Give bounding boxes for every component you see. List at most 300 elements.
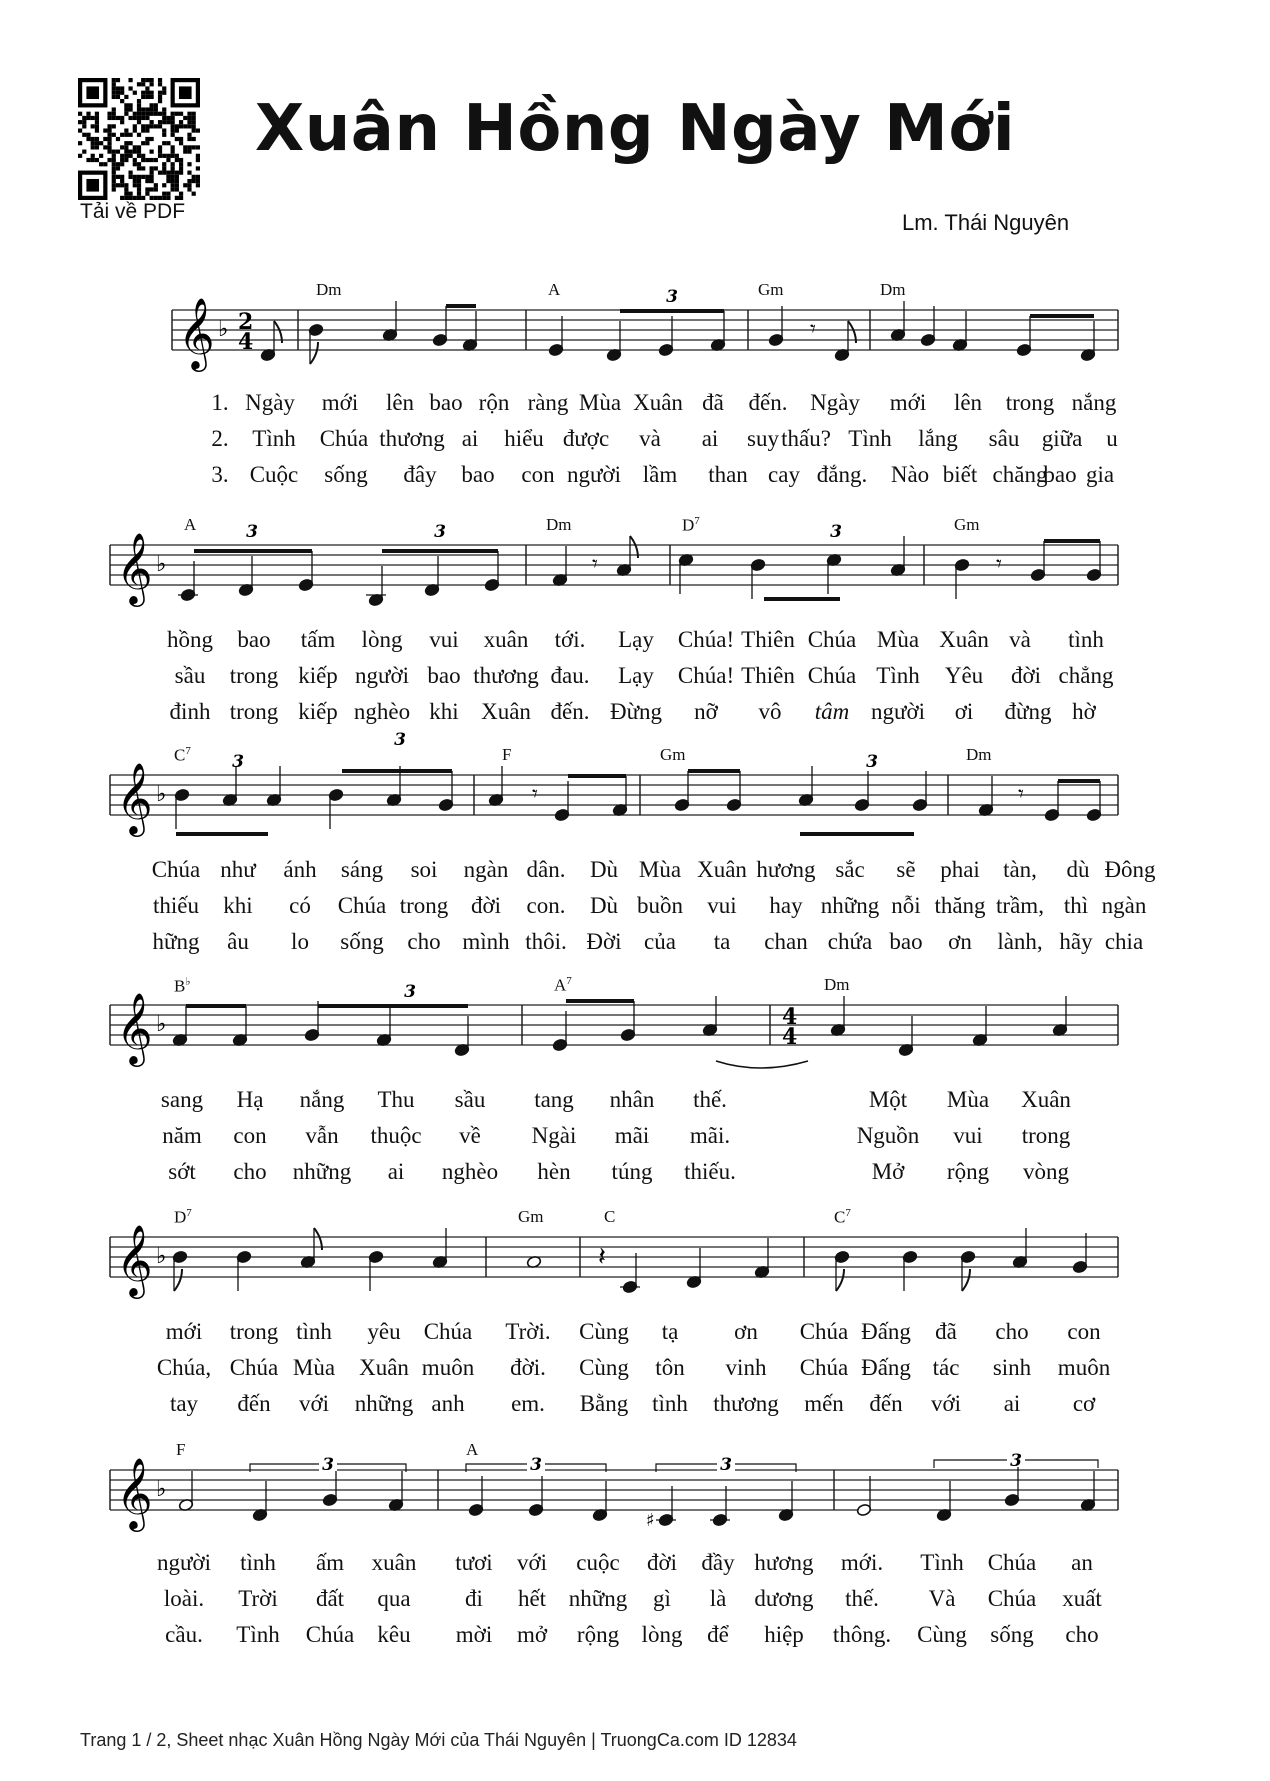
chord-symbol: $C^7$ — [174, 745, 191, 765]
lyric-syllable: Chúa — [807, 627, 857, 652]
lyric-syllable: Mùa — [946, 1087, 990, 1112]
lyric-syllable: vô — [758, 699, 782, 724]
lyric-syllable: Thiên — [741, 663, 795, 688]
lyric-syllable: mới — [165, 1319, 203, 1344]
lyric-syllable: và — [1009, 627, 1031, 652]
lyric-syllable: sáng — [340, 857, 384, 882]
lyric-syllable: đến — [237, 1391, 271, 1416]
lyric-syllable: con — [521, 462, 555, 487]
lyric-syllable: Hạ — [236, 1087, 264, 1112]
lyric-syllable: tình — [296, 1319, 332, 1344]
lyric-syllable: an — [1071, 1550, 1093, 1575]
lyric-syllable: vui — [953, 1123, 983, 1148]
rest-icon: 𝄾 — [996, 552, 1002, 577]
lyric-syllable: cay — [768, 462, 800, 487]
lyric-syllable: Đấng — [861, 1319, 911, 1344]
triplet-mark: 3 — [246, 522, 258, 542]
lyric-syllable: sống — [340, 929, 384, 954]
lyric-syllable: bao — [461, 462, 495, 487]
lyric-syllable: Bằng — [579, 1391, 629, 1416]
chord-symbol: Dm — [880, 280, 906, 299]
lyric-syllable: lòng — [641, 1622, 683, 1647]
lyric-verse-3 — [0, 699, 1200, 729]
lyric-syllable: Thu — [377, 1087, 415, 1112]
lyric-syllable: tác — [932, 1355, 960, 1380]
lyric-syllable: ngàn — [463, 857, 509, 882]
lyric-syllable: tâm — [814, 699, 850, 724]
chord-symbol: F — [502, 745, 512, 764]
lyric-syllable: âu — [227, 929, 249, 954]
lyric-syllable: với — [930, 1391, 962, 1416]
lyric-syllable: em. — [511, 1391, 545, 1416]
lyric-syllable: biết — [942, 462, 978, 487]
system-1 — [0, 280, 1200, 520]
lyric-syllable: anh — [431, 1391, 465, 1416]
lyric-syllable: Lạy — [618, 627, 654, 652]
lyric-syllable: ai — [387, 1159, 405, 1184]
lyric-syllable: dù — [1066, 857, 1090, 882]
lyric-syllable: với — [516, 1550, 548, 1575]
chord-symbol: $D^7$ — [174, 1207, 192, 1227]
lyric-syllable: thiếu — [153, 893, 199, 918]
lyric-syllable: rộng — [946, 1159, 990, 1184]
download-pdf-label[interactable]: Tải về PDF — [80, 200, 186, 223]
time-signature: 2 — [238, 309, 254, 335]
lyric-syllable: vòng — [1023, 1159, 1069, 1184]
lyric-syllable: Thiên — [741, 627, 795, 652]
lyric-syllable: rộn — [478, 390, 510, 415]
song-title: Xuân Hồng Ngày Mới — [254, 92, 1016, 166]
triplet-mark: 3 — [830, 522, 842, 542]
lyric-syllable: ai — [1003, 1391, 1021, 1416]
lyric-syllable: trong — [229, 1319, 279, 1344]
lyric-syllable: trầm, — [996, 893, 1044, 918]
lyric-syllable: đinh — [169, 699, 211, 724]
lyric-syllable: đầy — [701, 1550, 735, 1575]
lyric-syllable: thiếu. — [684, 1159, 736, 1184]
lyric-syllable: mến — [804, 1391, 844, 1416]
lyric-syllable: lòng — [361, 627, 403, 652]
lyric-syllable: người — [566, 462, 622, 487]
lyric-syllable: hờ — [1072, 699, 1096, 724]
lyric-syllable: mở — [516, 1622, 548, 1647]
chord-symbol: Dm — [316, 280, 342, 299]
lyric-syllable: với — [298, 1391, 330, 1416]
lyric-syllable: túng — [611, 1159, 653, 1184]
lyric-syllable: trong — [229, 699, 279, 724]
lyric-syllable: người — [354, 663, 410, 688]
chord-symbol: B♭ — [174, 976, 191, 996]
treble-clef-icon: 𝄞 — [116, 761, 153, 834]
lyric-syllable: Mùa — [876, 627, 920, 652]
lyric-syllable: nỗi — [891, 893, 921, 918]
flat-icon: ♭ — [156, 1012, 167, 1037]
lyric-syllable: đất — [315, 1586, 345, 1611]
lyric-syllable: lo — [291, 929, 309, 954]
triplet-mark: 3 — [866, 752, 878, 772]
chord-symbol: Gm — [954, 515, 980, 534]
chord-symbol: Gm — [660, 745, 686, 764]
lyric-syllable: cho — [407, 929, 441, 954]
lyric-syllable: là — [709, 1586, 727, 1611]
lyric-syllable: thế. — [845, 1586, 879, 1611]
lyric-syllable: ánh — [283, 857, 317, 882]
note-flag — [174, 1269, 182, 1291]
lyric-syllable: đến. — [748, 390, 788, 415]
lyric-syllable: Đông — [1104, 857, 1156, 882]
triplet-mark: 3 — [720, 1455, 732, 1475]
lyric-syllable: bao — [427, 663, 461, 688]
lyric-syllable: con — [1067, 1319, 1101, 1344]
lyric-syllable: chan — [764, 929, 808, 954]
lyric-syllable: dương — [754, 1586, 814, 1611]
lyric-syllable: thuộc — [370, 1123, 422, 1148]
lyric-syllable: tươi — [455, 1550, 493, 1575]
lyric-syllable: nỡ — [694, 699, 718, 724]
lyric-syllable: Xuân — [1021, 1087, 1071, 1112]
lyric-syllable: Cùng — [917, 1622, 967, 1647]
lyric-syllable: hồng — [167, 627, 213, 652]
lyric-syllable: Ngày — [245, 390, 295, 415]
lyric-syllable: mời — [455, 1622, 493, 1647]
lyric-syllable: loài. — [163, 1586, 205, 1611]
lyric-syllable: sầu — [174, 663, 206, 688]
lyric-syllable: 3. — [211, 462, 229, 487]
triplet-mark: 3 — [434, 522, 446, 542]
lyric-syllable: hết — [517, 1586, 547, 1611]
lyric-syllable: Chúa — [807, 663, 857, 688]
lyric-syllable: bao — [237, 627, 271, 652]
lyric-syllable: đừng — [1004, 699, 1052, 724]
lyric-syllable: thế. — [693, 1087, 727, 1112]
lyric-syllable: đây — [403, 462, 437, 487]
sharp-icon: ♯ — [646, 1510, 655, 1531]
lyric-syllable: Chúa — [305, 1622, 355, 1647]
lyric-syllable: những — [568, 1586, 628, 1611]
rest-icon: 𝄽 — [598, 1242, 606, 1272]
time-signature: 4 — [782, 1004, 798, 1030]
chord-symbol: A — [184, 515, 197, 534]
lyric-syllable: đến — [869, 1391, 903, 1416]
lyric-syllable: những — [354, 1391, 414, 1416]
lyric-syllable: gì — [653, 1586, 671, 1611]
lyric-verse-3 — [0, 462, 1200, 492]
lyric-syllable: cuộc — [576, 1550, 620, 1575]
lyric-syllable: thương — [379, 426, 445, 451]
lyric-syllable: khi — [223, 893, 253, 918]
lyric-syllable: lắng — [918, 426, 958, 451]
lyric-syllable: bao — [889, 929, 923, 954]
lyric-syllable: có — [289, 893, 311, 918]
rest-icon: 𝄾 — [532, 782, 538, 807]
lyric-syllable: Chúa — [987, 1586, 1037, 1611]
lyric-syllable: 2. — [211, 426, 229, 451]
lyric-syllable: Tình — [848, 426, 892, 451]
lyric-syllable: lành, — [997, 929, 1043, 954]
lyric-verse-3 — [0, 1622, 1200, 1652]
lyric-syllable: Chúa! — [677, 663, 735, 688]
lyric-syllable: tình — [1068, 627, 1104, 652]
lyric-syllable: mãi. — [689, 1123, 731, 1148]
lyric-syllable: Chúa — [151, 857, 201, 882]
lyric-syllable: Chúa — [229, 1355, 279, 1380]
treble-clef-icon: 𝄞 — [178, 296, 215, 369]
lyric-syllable: tình — [240, 1550, 276, 1575]
lyric-syllable: chứa — [827, 929, 873, 954]
lyric-syllable: Trời — [238, 1586, 278, 1611]
lyric-syllable: đã — [935, 1319, 957, 1344]
lyric-syllable: Một — [868, 1087, 908, 1112]
lyric-syllable: mới — [321, 390, 359, 415]
lyric-syllable: mãi — [614, 1123, 650, 1148]
lyric-syllable: xuân — [483, 627, 529, 652]
lyric-syllable: đã — [702, 390, 724, 415]
lyric-syllable: người — [870, 699, 926, 724]
page-footer: Trang 1 / 2, Sheet nhạc Xuân Hồng Ngày Mới của Thái Nguyên | TruongCa.com ID 12834 — [80, 1730, 797, 1750]
lyric-syllable: thương — [713, 1391, 779, 1416]
lyric-syllable: con — [233, 1123, 267, 1148]
lyric-syllable: đời — [470, 893, 502, 918]
lyric-verse-2 — [0, 1355, 1200, 1385]
lyric-syllable: sâu — [988, 426, 1020, 451]
chord-symbol: Gm — [518, 1207, 544, 1226]
lyric-syllable: Cùng — [579, 1355, 629, 1380]
chord-symbol: A — [548, 280, 561, 299]
lyric-syllable: cầu. — [165, 1622, 203, 1647]
lyric-syllable: và — [639, 426, 661, 451]
chord-symbol: $D^7$ — [682, 515, 700, 535]
lyric-syllable: phai — [940, 857, 980, 882]
lyric-syllable: nghèo — [353, 699, 411, 724]
lyric-syllable: Cuộc — [249, 462, 299, 487]
lyric-verse-3 — [0, 1391, 1200, 1421]
note-flag — [310, 342, 318, 364]
lyric-syllable: Chúa! — [677, 627, 735, 652]
lyric-syllable: Mùa — [578, 390, 622, 415]
lyric-syllable: Đời — [586, 929, 622, 954]
lyric-syllable: thôi. — [525, 929, 567, 954]
lyric-verse-1 — [0, 1550, 1200, 1580]
lyric-syllable: thấu? — [781, 426, 831, 451]
lyric-syllable: 1. — [211, 390, 229, 415]
lyric-syllable: Đừng — [609, 699, 663, 724]
lyric-syllable: kiếp — [298, 663, 338, 688]
system-6 — [0, 1440, 1200, 1680]
lyric-syllable: tàn, — [1003, 857, 1037, 882]
lyric-syllable: tình — [652, 1391, 688, 1416]
lyric-verse-2 — [0, 893, 1200, 923]
lyric-syllable: cho — [233, 1159, 267, 1184]
lyric-syllable: than — [708, 462, 748, 487]
lyric-syllable: Xuân — [697, 857, 747, 882]
triplet-mark: 3 — [666, 287, 678, 307]
lyric-syllable: đau. — [550, 663, 590, 688]
lyric-syllable: Chúa — [987, 1550, 1037, 1575]
lyric-syllable: muôn — [1057, 1355, 1111, 1380]
time-signature: 4 — [782, 1024, 798, 1050]
lyric-syllable: cho — [1065, 1622, 1099, 1647]
lyric-syllable: Xuân — [633, 390, 683, 415]
chord-symbol: Dm — [546, 515, 572, 534]
lyric-syllable: Dù — [589, 893, 619, 918]
lyric-syllable: sớt — [168, 1159, 196, 1184]
lyric-syllable: Mở — [871, 1159, 905, 1184]
lyric-syllable: sầu — [454, 1087, 486, 1112]
lyric-verse-2 — [0, 1123, 1200, 1153]
flat-icon: ♭ — [156, 552, 167, 577]
treble-clef-icon: 𝄞 — [116, 531, 153, 604]
lyric-syllable: trong — [1005, 390, 1055, 415]
lyric-syllable: Ngày — [810, 390, 860, 415]
lyric-syllable: đắng. — [816, 462, 868, 487]
tie — [716, 1061, 808, 1068]
treble-clef-icon: 𝄞 — [116, 1223, 153, 1296]
lyric-syllable: Chúa — [799, 1355, 849, 1380]
lyric-syllable: Nguồn — [856, 1123, 920, 1148]
lyric-syllable: Lạy — [618, 663, 654, 688]
lyric-verse-3 — [0, 1159, 1200, 1189]
chord-symbol: Dm — [824, 975, 850, 994]
lyric-syllable: yêu — [367, 1319, 401, 1344]
lyric-syllable: sắc — [835, 857, 865, 882]
lyric-syllable: u — [1106, 426, 1118, 451]
lyric-syllable: buồn — [637, 893, 683, 918]
lyric-syllable: được — [562, 426, 610, 451]
lyric-syllable: xuân — [371, 1550, 417, 1575]
staff-1 — [0, 280, 1200, 390]
lyric-syllable: Chúa, — [156, 1355, 212, 1380]
lyric-syllable: bao — [1043, 462, 1077, 487]
lyric-syllable: Xuân — [939, 627, 989, 652]
lyric-syllable: sống — [990, 1622, 1034, 1647]
lyric-syllable: chia — [1104, 929, 1144, 954]
lyric-syllable: Và — [928, 1586, 956, 1611]
treble-clef-icon: 𝄞 — [116, 1456, 153, 1529]
lyric-syllable: hương — [754, 1550, 814, 1575]
triplet-mark: 3 — [232, 752, 244, 772]
lyric-syllable: muôn — [421, 1355, 475, 1380]
chord-symbol: A — [466, 1440, 479, 1459]
lyric-syllable: Tình — [252, 426, 296, 451]
lyric-syllable: dân. — [526, 857, 566, 882]
lyric-syllable: giữa — [1041, 426, 1083, 451]
lyric-syllable: rộng — [576, 1622, 620, 1647]
lyric-syllable: tay — [169, 1391, 199, 1416]
lyric-syllable: thì — [1063, 893, 1089, 918]
triplet-mark: 3 — [530, 1455, 542, 1475]
lyric-syllable: đời. — [510, 1355, 546, 1380]
lyric-syllable: để — [707, 1622, 729, 1647]
lyric-syllable: sang — [160, 1087, 204, 1112]
system-3 — [0, 730, 1200, 985]
lyric-syllable: sẽ — [896, 857, 916, 882]
lyric-syllable: như — [220, 857, 256, 882]
lyric-syllable: nghèo — [441, 1159, 499, 1184]
chord-symbol: Gm — [758, 280, 784, 299]
chord-symbol: C — [604, 1207, 616, 1226]
treble-clef-icon: 𝄞 — [116, 991, 153, 1064]
lyric-syllable: suy — [747, 426, 779, 451]
lyric-verse-2 — [0, 1586, 1200, 1616]
lyric-syllable: nhân — [609, 1087, 655, 1112]
lyric-syllable: thương — [473, 663, 539, 688]
lyric-syllable: hay — [769, 893, 803, 918]
lyric-verse-1 — [0, 390, 1200, 420]
lyric-syllable: lầm — [642, 462, 678, 487]
flat-icon: ♭ — [156, 782, 167, 807]
lyric-syllable: cơ — [1072, 1391, 1096, 1416]
lyric-syllable: thông. — [832, 1622, 892, 1647]
rest-icon: 𝄾 — [1018, 782, 1024, 807]
lyric-syllable: xuất — [1062, 1586, 1102, 1611]
lyric-syllable: Ngài — [531, 1123, 577, 1148]
triplet-mark: 3 — [322, 1455, 334, 1475]
lyric-verse-2 — [0, 426, 1200, 456]
lyric-syllable: ơn — [734, 1319, 758, 1344]
lyric-syllable: ràng — [527, 390, 569, 415]
lyric-syllable: vui — [707, 893, 737, 918]
lyric-syllable: đến. — [550, 699, 590, 724]
lyric-syllable: vẫn — [305, 1123, 339, 1148]
lyric-syllable: lên — [953, 390, 983, 415]
chord-symbol: F — [176, 1440, 186, 1459]
lyric-verse-1 — [0, 627, 1200, 657]
lyric-syllable: gia — [1085, 462, 1115, 487]
lyric-syllable: Tình — [876, 663, 920, 688]
lyric-syllable: trong — [229, 663, 279, 688]
lyric-verse-1 — [0, 1087, 1200, 1117]
lyric-syllable: lên — [385, 390, 415, 415]
lyric-syllable: thăng — [934, 893, 986, 918]
lyric-syllable: ta — [713, 929, 731, 954]
time-signature: 4 — [238, 329, 254, 355]
lyric-syllable: những — [820, 893, 880, 918]
staff-2 — [0, 515, 1200, 625]
lyric-syllable: hiệp — [764, 1622, 804, 1647]
lyric-syllable: đời — [646, 1550, 678, 1575]
lyric-syllable: đi — [465, 1586, 483, 1611]
lyric-syllable: những — [292, 1159, 352, 1184]
lyric-syllable: người — [156, 1550, 212, 1575]
lyric-syllable: Đấng — [861, 1355, 911, 1380]
lyric-syllable: chẳng — [1058, 663, 1114, 688]
lyric-syllable: tạ — [661, 1319, 679, 1344]
lyric-syllable: qua — [377, 1586, 411, 1611]
rest-icon: 𝄾 — [592, 552, 598, 577]
lyric-syllable: vinh — [725, 1355, 767, 1380]
lyric-syllable: sống — [324, 462, 368, 487]
lyric-syllable: Mùa — [292, 1355, 336, 1380]
lyric-syllable: sinh — [992, 1355, 1032, 1380]
lyric-syllable: Tình — [920, 1550, 964, 1575]
note-flag — [962, 1269, 970, 1291]
system-5 — [0, 1207, 1200, 1447]
triplet-mark: 3 — [1010, 1451, 1022, 1471]
lyric-syllable: bao — [429, 390, 463, 415]
triplet-mark: 3 — [394, 730, 406, 750]
lyric-syllable: tôn — [655, 1355, 685, 1380]
lyric-syllable: kêu — [377, 1622, 411, 1647]
flat-icon: ♭ — [156, 1477, 167, 1502]
lyric-syllable: Nào — [890, 462, 930, 487]
lyric-syllable: Chúa — [319, 426, 369, 451]
lyric-syllable: ấm — [315, 1550, 345, 1575]
lyric-syllable: ai — [461, 426, 479, 451]
lyric-syllable: Chúa — [337, 893, 387, 918]
rest-icon: 𝄾 — [810, 317, 816, 342]
lyric-syllable: ơn — [948, 929, 972, 954]
lyric-verse-1 — [0, 857, 1200, 887]
